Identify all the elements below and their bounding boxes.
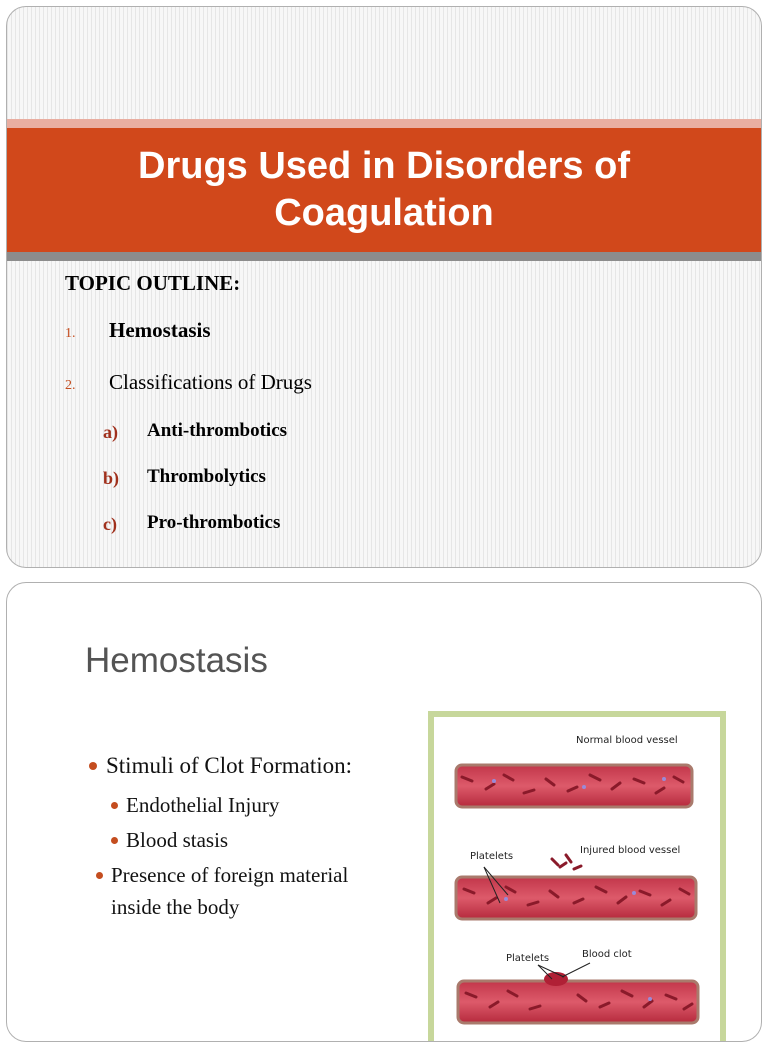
label-blood-clot: Blood clot bbox=[582, 949, 632, 960]
normal-vessel bbox=[456, 765, 692, 807]
label-platelets-clot: Platelets bbox=[506, 953, 550, 964]
outline-item-number: 1. bbox=[65, 326, 76, 341]
slide-1[interactable] bbox=[6, 6, 762, 568]
bullet-dot bbox=[96, 872, 103, 879]
clotted-vessel bbox=[458, 963, 698, 1023]
main-bullet-text: Stimuli of Clot Formation: bbox=[106, 753, 352, 778]
blood-vessel-figure bbox=[428, 711, 726, 1042]
slide-2-title: Hemostasis bbox=[85, 641, 268, 680]
label-platelets-injured: Platelets bbox=[470, 851, 514, 862]
sub-bullet-text: Blood stasis bbox=[126, 828, 229, 852]
outline-subitem-label: Anti-thrombotics bbox=[147, 420, 288, 441]
title-band-main bbox=[7, 128, 761, 252]
label-normal-vessel: Normal blood vessel bbox=[576, 735, 678, 746]
outline-item-label: Hemostasis bbox=[109, 318, 211, 342]
sub-bullet-stasis bbox=[111, 824, 228, 856]
outline-subitem-label: Pro-thrombotics bbox=[147, 512, 281, 533]
outline-heading: TOPIC OUTLINE: bbox=[65, 271, 241, 295]
sub-bullet-text: Endothelial Injury bbox=[126, 793, 280, 817]
sub-bullet-endothelial bbox=[111, 789, 279, 821]
title-band bbox=[7, 119, 761, 261]
slide-2[interactable] bbox=[6, 582, 762, 1042]
title-band-bottom-stripe bbox=[7, 252, 761, 261]
sub-bullet-text: Presence of foreign material inside the body bbox=[111, 863, 349, 919]
title-band-top-stripe bbox=[7, 119, 761, 128]
injured-vessel bbox=[456, 855, 696, 919]
bullet-dot bbox=[111, 802, 118, 809]
outline-subitem-label: Thrombolytics bbox=[147, 466, 266, 487]
label-injured-vessel: Injured blood vessel bbox=[580, 845, 681, 856]
outline-subitem-letter: a) bbox=[103, 422, 118, 442]
main-bullet bbox=[89, 753, 352, 779]
bullet-dot bbox=[89, 762, 97, 770]
outline-subitem-letter: b) bbox=[103, 468, 120, 488]
outline-subitem-letter: c) bbox=[103, 514, 117, 534]
blood-vessel-illustration bbox=[434, 717, 720, 1042]
outline-item-number: 2. bbox=[65, 378, 76, 393]
slide-title: Drugs Used in Disorders of Coagulation bbox=[138, 145, 630, 234]
bullet-dot bbox=[111, 837, 118, 844]
outline-item-label: Classifications of Drugs bbox=[109, 370, 312, 394]
sub-bullet-foreign-material bbox=[96, 859, 386, 923]
